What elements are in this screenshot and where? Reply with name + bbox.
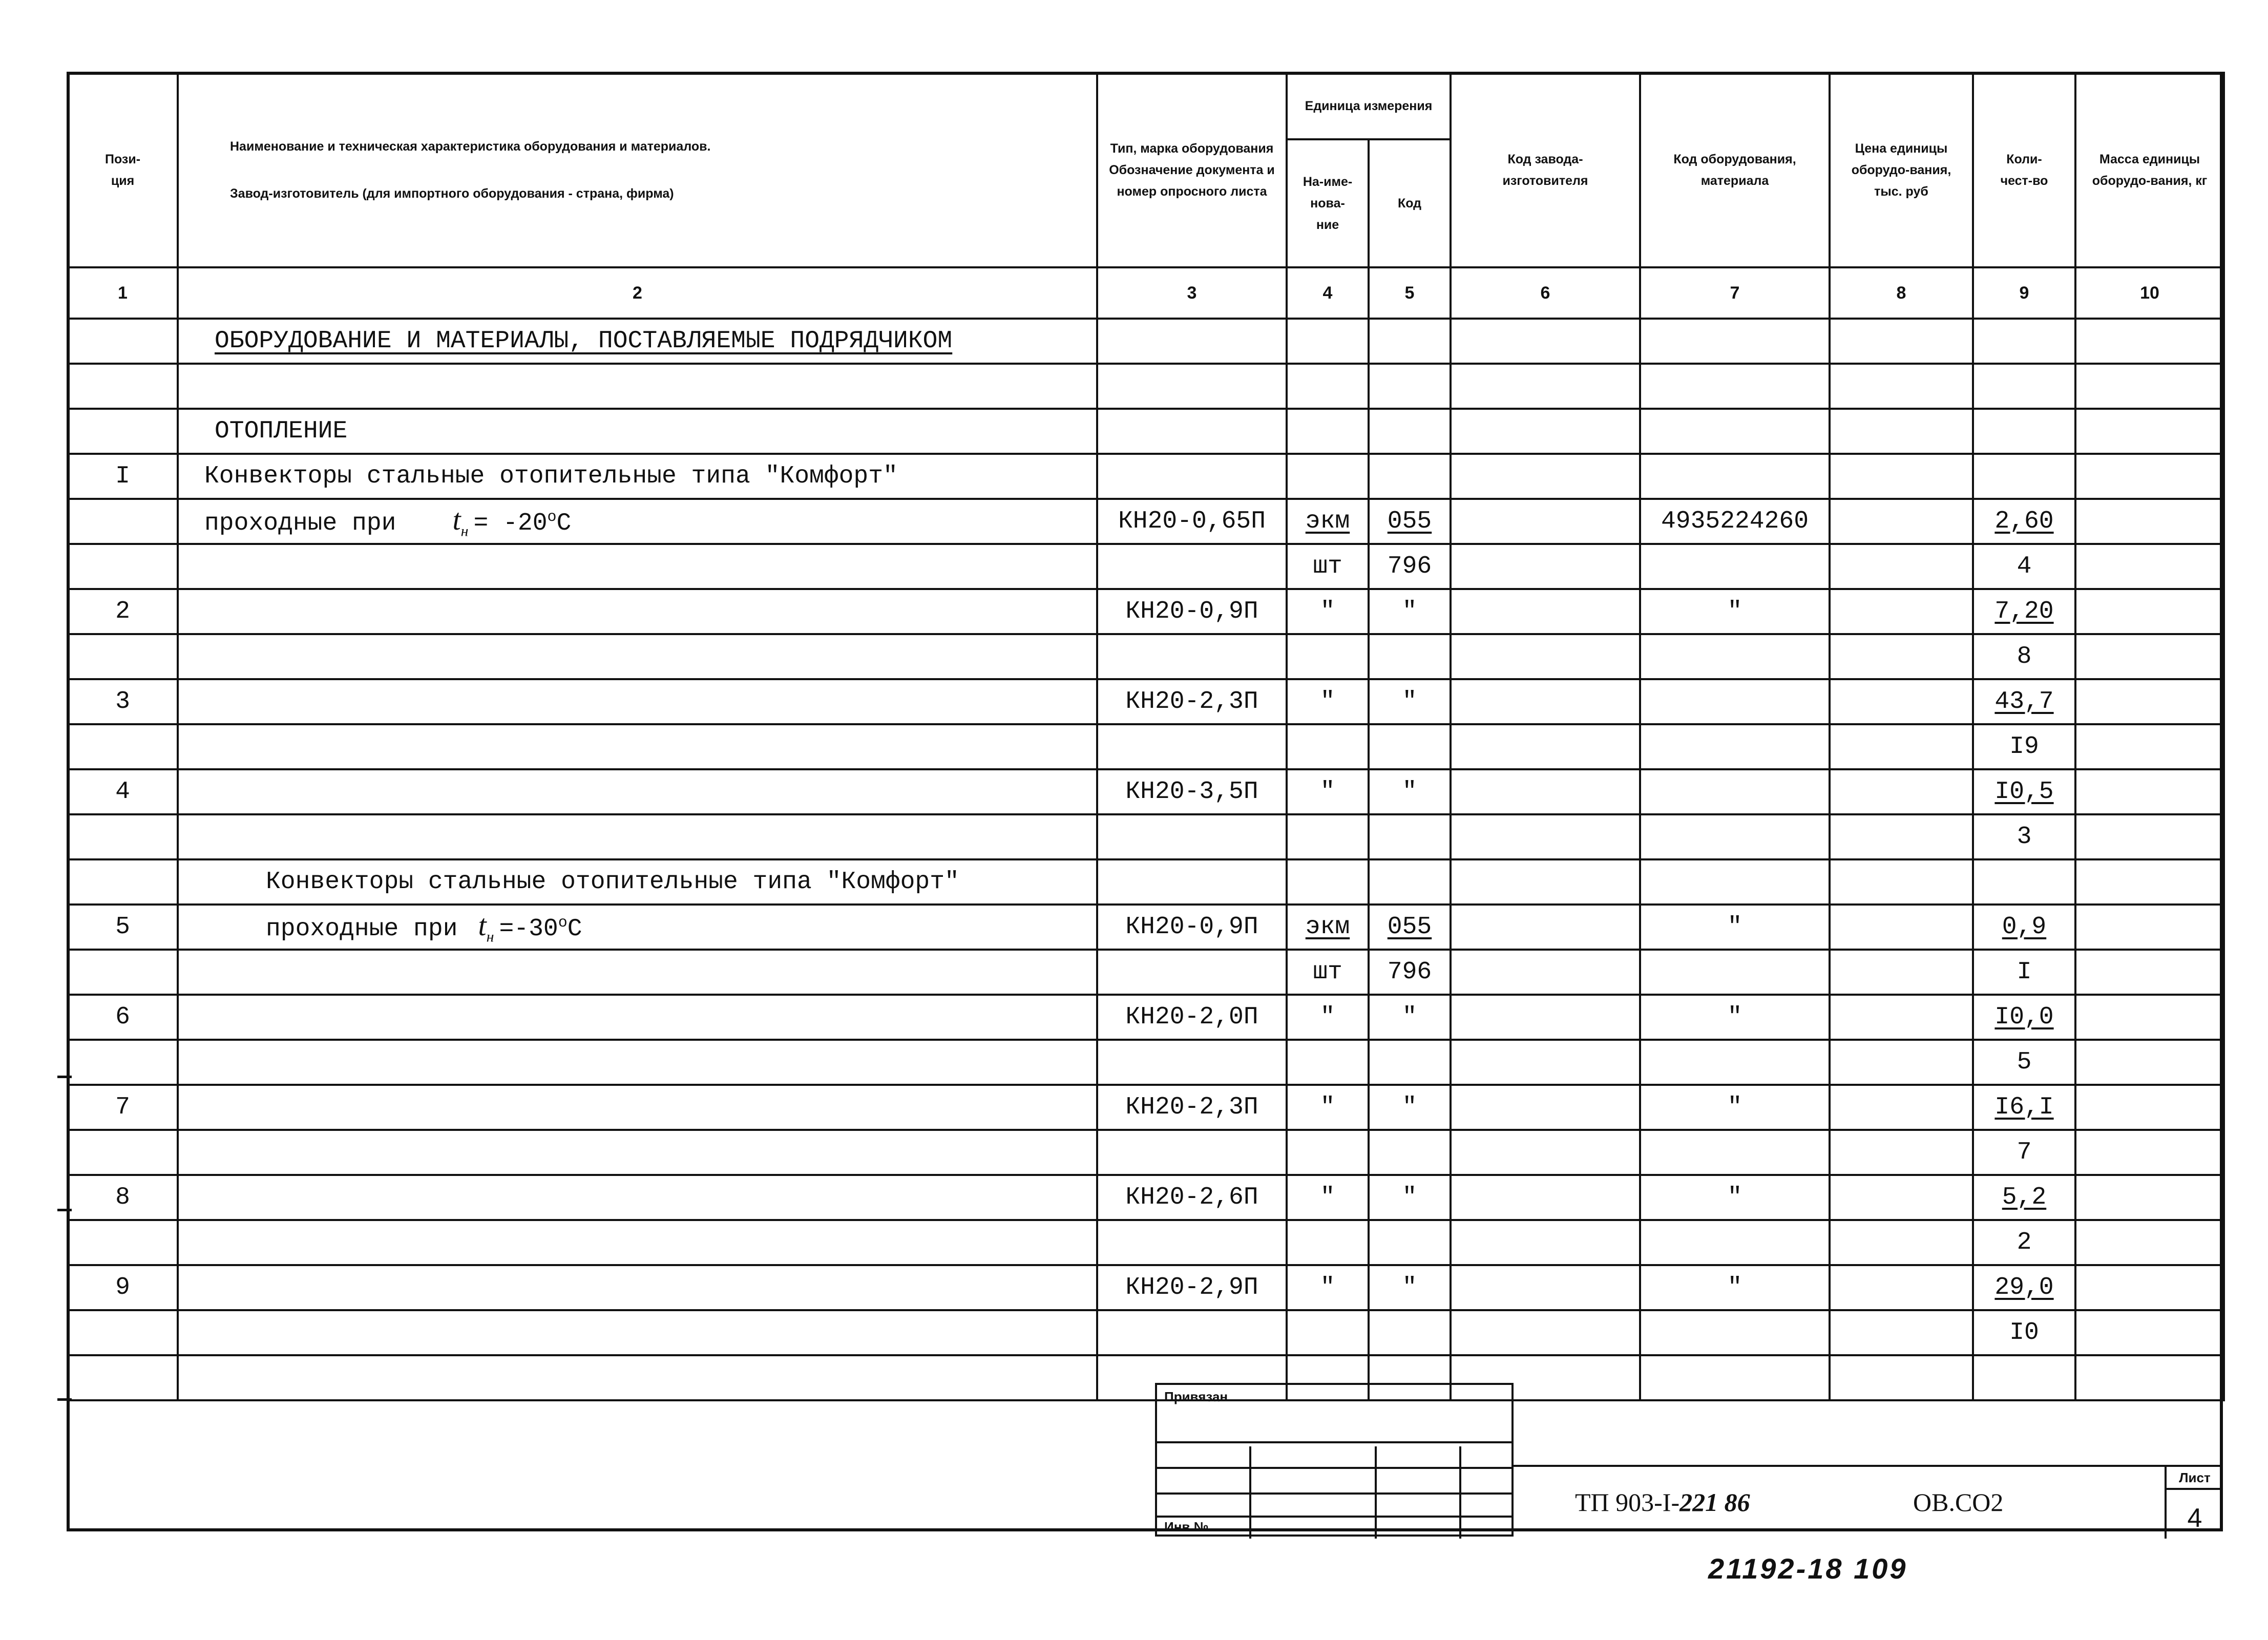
- colnum-2: 2: [178, 267, 1097, 319]
- position-cell: 7: [68, 1085, 178, 1130]
- position-cell: I: [68, 454, 178, 499]
- quantity-top: 2,60: [1994, 508, 2054, 535]
- stamp-inv-label: Инв №: [1164, 1519, 1209, 1534]
- colnum-3: 3: [1097, 267, 1287, 319]
- edge-tick: [57, 1209, 72, 1211]
- quantity-top: I0,0: [1994, 1003, 2054, 1031]
- header-unit-price: Цена единицы оборудо-вания, тыс. руб: [1830, 73, 1973, 267]
- unit-name-cell: шт: [1287, 544, 1369, 589]
- unit-code-cell: 055: [1369, 499, 1451, 544]
- position-cell: 6: [68, 995, 178, 1040]
- unit-code-cell: 796: [1369, 544, 1451, 589]
- temperature-symbol: $t_н$: [452, 503, 469, 540]
- quantity-bottom: 2: [1973, 1220, 2075, 1265]
- material-code-cell: ": [1640, 905, 1830, 950]
- type-cell: КН20-2,3П: [1097, 1085, 1287, 1130]
- position-cell: 2: [68, 589, 178, 634]
- sheet-number-box: [2165, 1467, 2223, 1539]
- header-quantity: Коли-чест-во: [1973, 73, 2075, 267]
- position-cell: 9: [68, 1265, 178, 1310]
- material-code-cell: ": [1640, 589, 1830, 634]
- unit-name-cell: ": [1287, 995, 1369, 1040]
- quantity-top: 43,7: [1994, 688, 2054, 716]
- unit-name-cell: ": [1287, 1265, 1369, 1310]
- type-cell: КН20-2,3П: [1097, 679, 1287, 724]
- stamp-bound-label: Привязан: [1164, 1389, 1228, 1404]
- type-cell: КН20-2,0П: [1097, 995, 1287, 1040]
- quantity-top: 7,20: [1994, 598, 2054, 625]
- material-code-cell: ": [1640, 1265, 1830, 1310]
- quantity-top: 5,2: [2002, 1184, 2047, 1211]
- unit-name-cell: ": [1287, 1085, 1369, 1130]
- unit-name-cell: ": [1287, 679, 1369, 724]
- quantity-top: I6,I: [1994, 1094, 2054, 1121]
- sheet-code: ОВ.СО2: [1913, 1488, 2004, 1517]
- group1-name: Конвекторы стальные отопительные типа "Комфорт": [178, 454, 1097, 499]
- group2-name: Конвекторы стальные отопительные типа "Комфорт": [178, 859, 1097, 905]
- quantity-top: 0,9: [2002, 913, 2047, 941]
- header-unit-name: На-име-нова-ние: [1287, 139, 1369, 267]
- quantity-top: 29,0: [1994, 1274, 2054, 1301]
- header-name-line1: Наименование и техническая характеристика оборудования и материалов.: [230, 139, 711, 154]
- header-type: Тип, марка оборудования Обозначение документа и номер опросного листа: [1097, 73, 1287, 267]
- quantity-bottom: 4: [1973, 544, 2075, 589]
- unit-name-cell: шт: [1287, 950, 1369, 995]
- unit-code-cell: 796: [1369, 950, 1451, 995]
- unit-code-cell: ": [1369, 679, 1451, 724]
- colnum-8: 8: [1830, 267, 1973, 319]
- sheet-number: 4: [2187, 1503, 2202, 1533]
- type-cell: КН20-3,5П: [1097, 769, 1287, 814]
- header-manufacturer-code: Код завода-изготовителя: [1451, 73, 1640, 267]
- unit-name-cell: экм: [1287, 499, 1369, 544]
- document-code: ТП 903-I-221 86: [1575, 1488, 1750, 1517]
- material-code-cell: ": [1640, 1085, 1830, 1130]
- section-title: ОБОРУДОВАНИЕ И МАТЕРИАЛЫ, ПОСТАВЛЯЕМЫЕ ПОДРЯДЧИКОМ: [215, 327, 953, 355]
- type-cell: КН20-0,9П: [1097, 905, 1287, 950]
- binding-stamp: [1155, 1383, 1514, 1537]
- unit-code-cell: ": [1369, 1085, 1451, 1130]
- type-cell: КН20-0,65П: [1097, 499, 1287, 544]
- sheet-frame: [67, 72, 2223, 1531]
- sheet-label: Лист: [2167, 1470, 2223, 1490]
- quantity-bottom: 5: [1973, 1040, 2075, 1085]
- quantity-bottom: 8: [1973, 634, 2075, 679]
- colnum-5: 5: [1369, 267, 1451, 319]
- type-cell: КН20-2,6П: [1097, 1175, 1287, 1220]
- condition-prefix: проходные при: [266, 915, 458, 943]
- colnum-4: 4: [1287, 267, 1369, 319]
- quantity-bottom: I9: [1973, 724, 2075, 769]
- condition-prefix: проходные при: [204, 510, 396, 538]
- archive-number: 21192-18 109: [1708, 1552, 1908, 1585]
- header-position: Пози- ция: [68, 73, 178, 267]
- header-mass: Масса единицы оборудо-вания, кг: [2075, 73, 2224, 267]
- colnum-9: 9: [1973, 267, 2075, 319]
- unit-name-cell: ": [1287, 769, 1369, 814]
- unit-code-cell: 055: [1369, 905, 1451, 950]
- position-cell: 8: [68, 1175, 178, 1220]
- material-code-cell: ": [1640, 1175, 1830, 1220]
- type-cell: КН20-0,9П: [1097, 589, 1287, 634]
- temperature-symbol: $t_н$: [478, 909, 494, 945]
- quantity-bottom: 7: [1973, 1130, 2075, 1175]
- colnum-10: 10: [2075, 267, 2224, 319]
- header-unit-group: Единица измерения: [1287, 73, 1451, 139]
- unit-code-cell: ": [1369, 1175, 1451, 1220]
- header-material-code: Код оборудования, материала: [1640, 73, 1830, 267]
- position-cell: 4: [68, 769, 178, 814]
- quantity-bottom: I0: [1973, 1310, 2075, 1355]
- unit-name-cell: экм: [1287, 905, 1369, 950]
- title-block: [1514, 1465, 2223, 1539]
- unit-code-cell: ": [1369, 1265, 1451, 1310]
- quantity-bottom: 3: [1973, 814, 2075, 859]
- unit-name-cell: ": [1287, 589, 1369, 634]
- edge-tick: [57, 1076, 72, 1078]
- quantity-top: I0,5: [1994, 778, 2054, 806]
- material-code-cell: ": [1640, 995, 1830, 1040]
- unit-code-cell: ": [1369, 769, 1451, 814]
- colnum-7: 7: [1640, 267, 1830, 319]
- position-cell: 3: [68, 679, 178, 724]
- subsection-title: ОТОПЛЕНИЕ: [178, 409, 1097, 454]
- edge-tick: [57, 1398, 72, 1401]
- group2-condition: проходные при $t_н =-30^oC$: [178, 905, 1097, 950]
- position-cell: 5: [68, 905, 178, 950]
- material-code-cell: 4935224260: [1640, 499, 1830, 544]
- type-cell: КН20-2,9П: [1097, 1265, 1287, 1310]
- unit-name-cell: ": [1287, 1175, 1369, 1220]
- header-unit-code: Код: [1369, 139, 1451, 267]
- quantity-bottom: I: [1973, 950, 2075, 995]
- header-name-line2: Завод-изготовитель (для импортного оборудования - страна, фирма): [230, 186, 674, 201]
- unit-code-cell: ": [1369, 995, 1451, 1040]
- unit-code-cell: ": [1369, 589, 1451, 634]
- colnum-1: 1: [68, 267, 178, 319]
- group1-condition: проходные при $t_н = -20^oC$: [178, 499, 1097, 544]
- colnum-6: 6: [1451, 267, 1640, 319]
